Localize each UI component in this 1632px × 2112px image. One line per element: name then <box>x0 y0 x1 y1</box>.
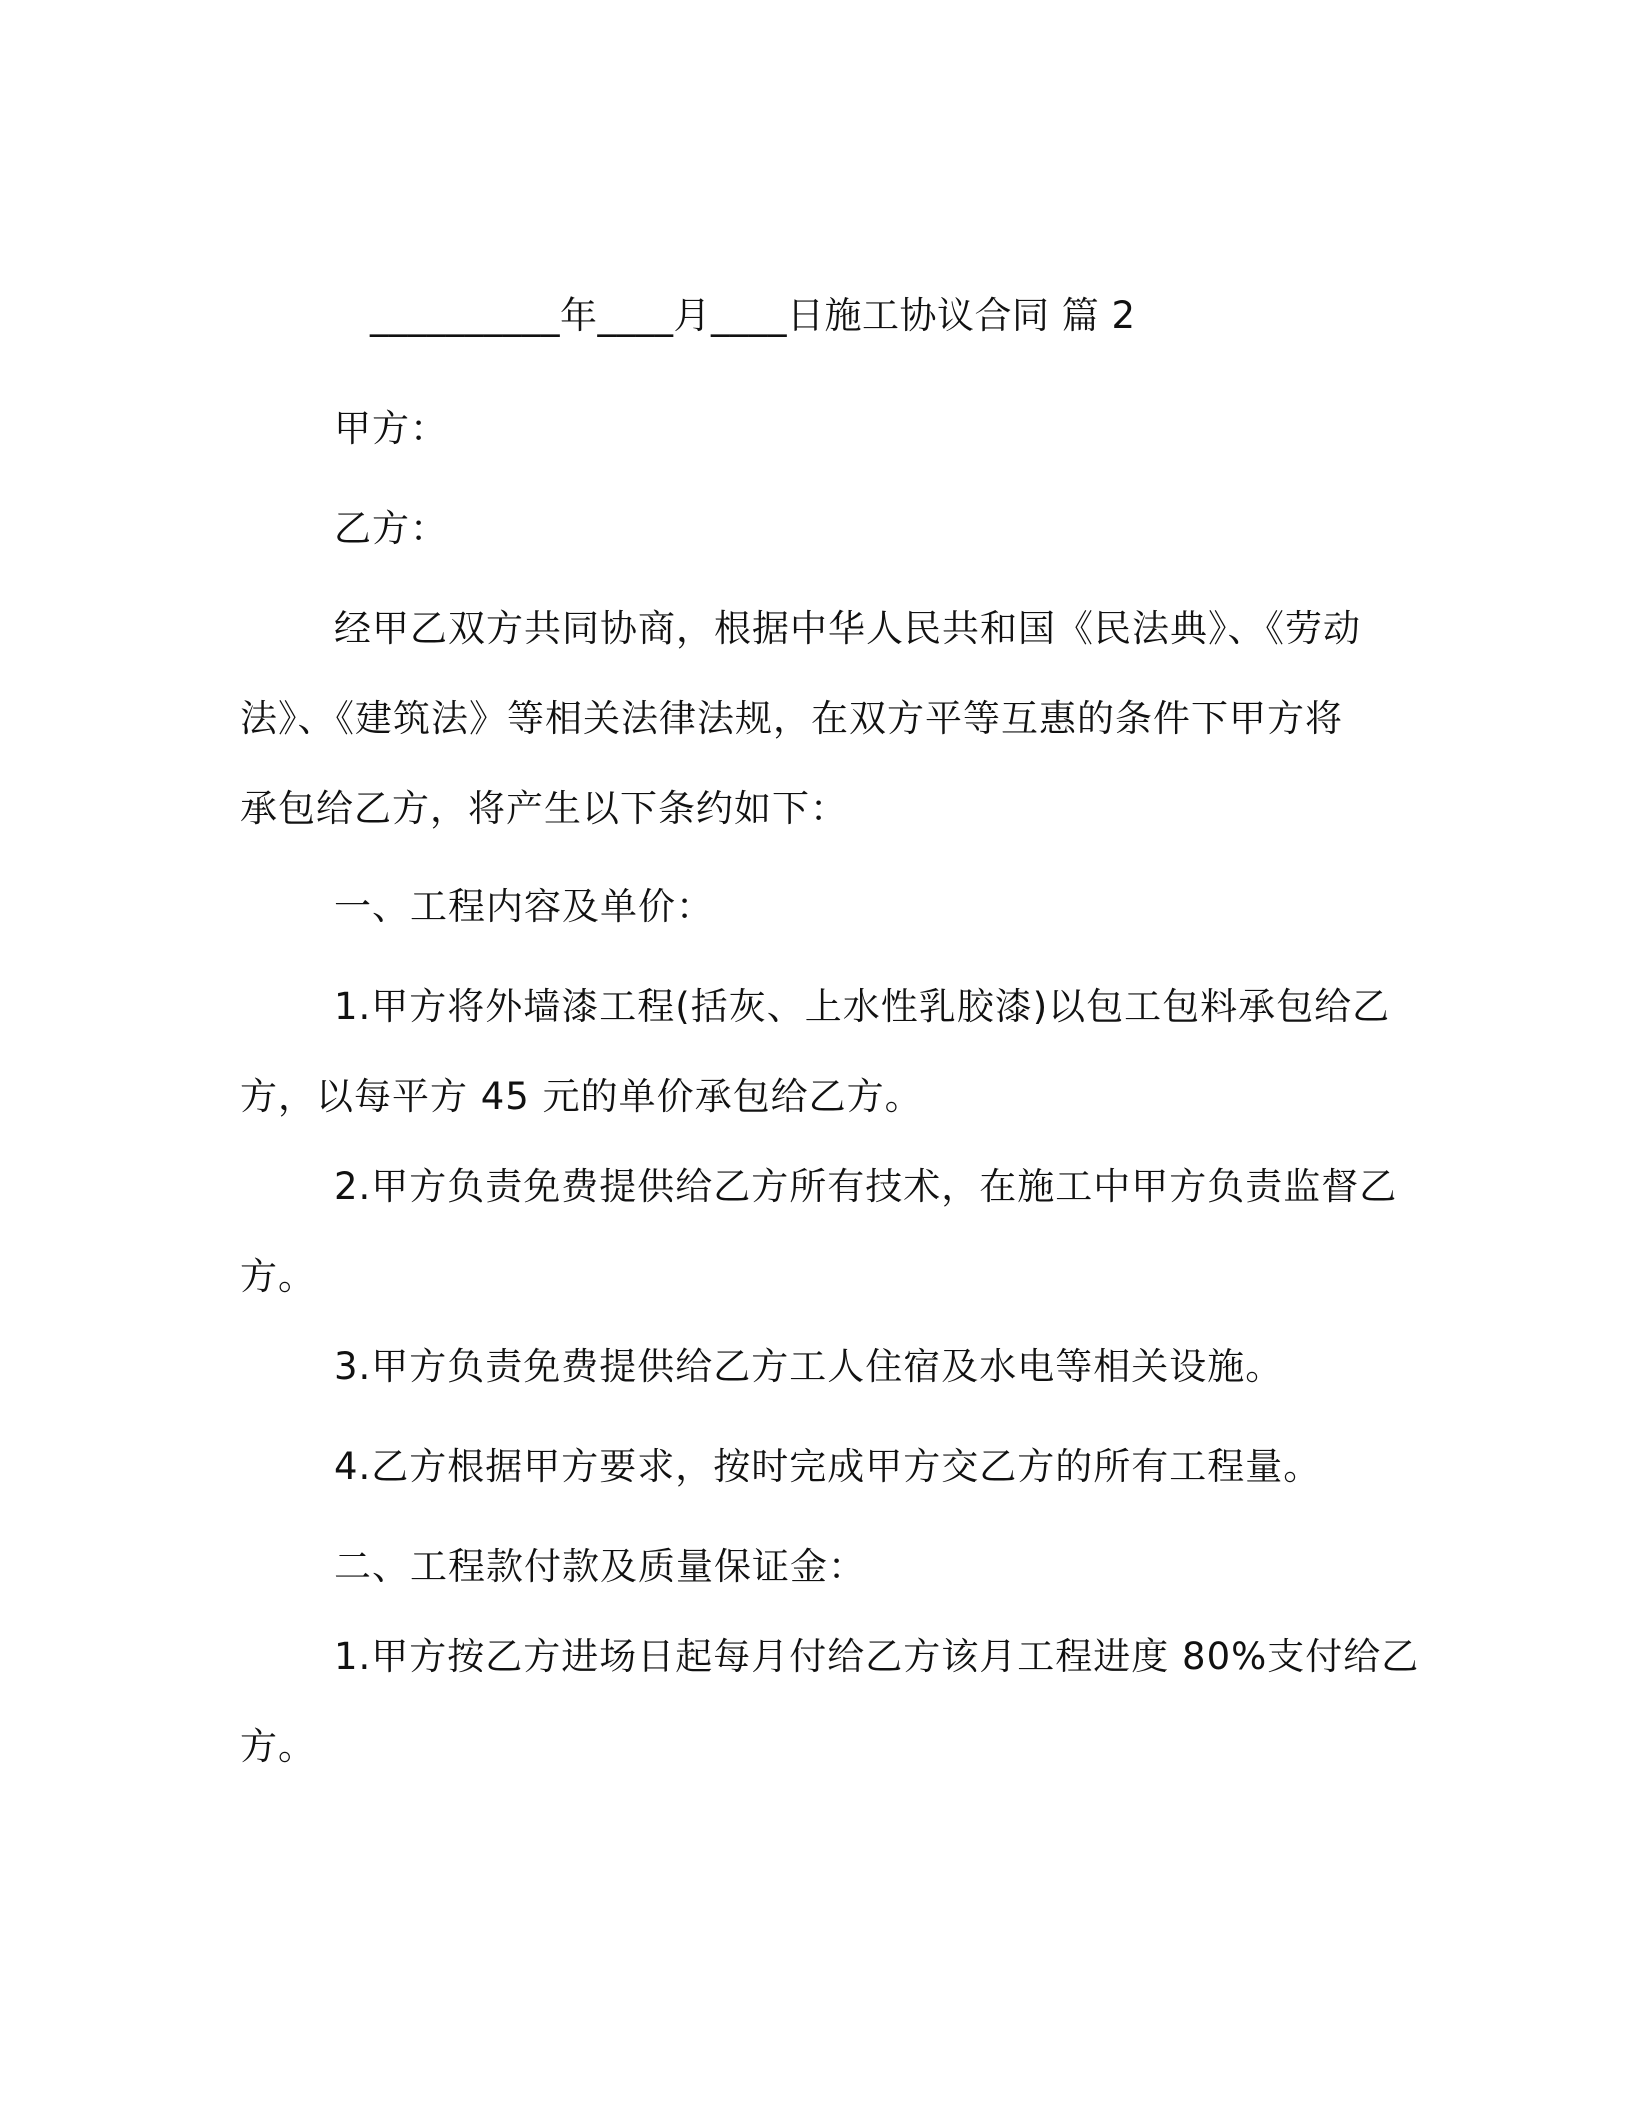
item-1-3-paragraph <box>240 1322 1390 1412</box>
section-1-heading-text: 一、工程内容及单价： <box>334 885 714 928</box>
item-2-1-line-1: 1.甲方按乙方进场日起每月付给乙方该月工程进度 80%支付给乙 <box>334 1635 1420 1678</box>
section-1-heading <box>240 862 1390 952</box>
item-1-1-line-1: 1.甲方将外墙漆工程(括灰、上水性乳胶漆)以包工包料承包给乙 <box>334 985 1391 1028</box>
item-1-1-line-2: 方，以每平方 45 元的单价承包给乙方。 <box>240 1075 923 1118</box>
item-1-4-text: 4.乙方根据甲方要求，按时完成甲方交乙方的所有工程量。 <box>334 1445 1322 1488</box>
party-a-text: 甲方： <box>334 407 448 450</box>
section-2-heading-text: 二、工程款付款及质量保证金： <box>334 1545 866 1588</box>
section-2-heading <box>240 1522 1390 1612</box>
item-2-1-paragraph <box>240 1612 1420 1792</box>
intro-line-3: 承包给乙方，将产生以下条约如下： <box>240 787 848 830</box>
document-title: __________年____月____日施工协议合同 篇 2 <box>370 294 1136 337</box>
item-2-1-line-2: 方。 <box>240 1725 316 1768</box>
intro-line-2: 法》、《建筑法》等相关法律法规，在双方平等互惠的条件下甲方将 <box>240 697 1343 740</box>
party-b-label <box>240 484 1390 574</box>
item-1-3-text: 3.甲方负责免费提供给乙方工人住宿及水电等相关设施。 <box>334 1345 1284 1388</box>
item-1-2-line-2: 方。 <box>240 1255 316 1298</box>
item-1-2-paragraph <box>240 1142 1398 1322</box>
party-b-text: 乙方： <box>334 507 448 550</box>
item-1-4-paragraph <box>240 1422 1390 1512</box>
party-a-label <box>240 384 1390 474</box>
item-1-1-paragraph <box>240 962 1390 1142</box>
intro-paragraph <box>240 584 1390 854</box>
item-1-2-line-1: 2.甲方负责免费提供给乙方所有技术，在施工中甲方负责监督乙 <box>334 1165 1398 1208</box>
intro-line-1: 经甲乙双方共同协商，根据中华人民共和国《民法典》、《劳动 <box>334 607 1361 650</box>
